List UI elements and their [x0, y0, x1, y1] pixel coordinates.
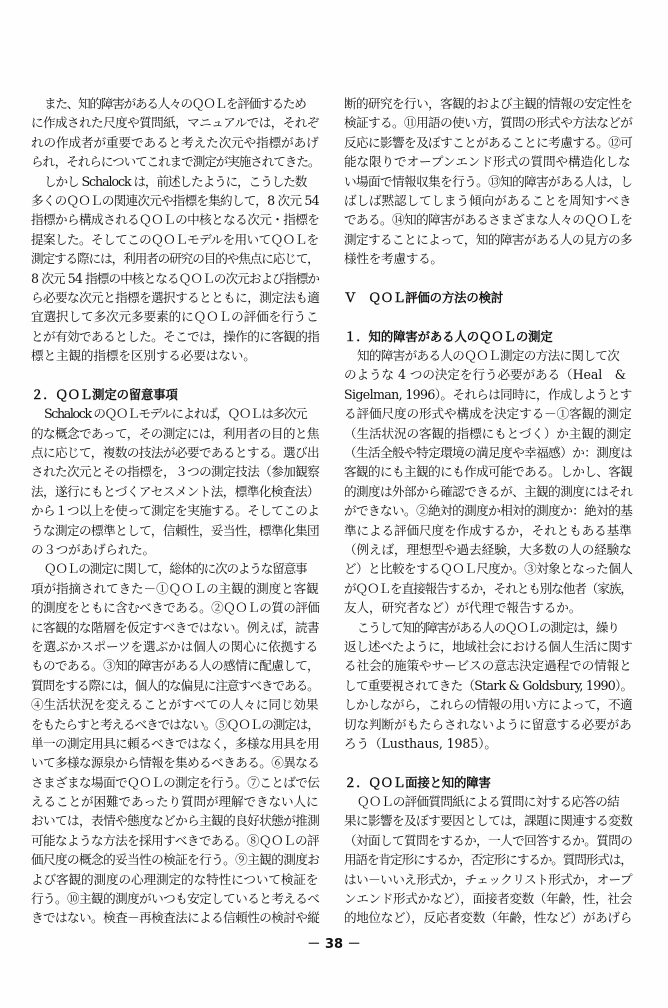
- text-line: 項が指摘されてきた－①ＱＯＬの主観的測度と客観: [31, 580, 319, 596]
- text-line: 果に影響を及ぼす要因としては，課題に関連する変数: [344, 813, 633, 829]
- text-line: 宜選択して多次元多要素的にＱＯＬの評価を行うこ: [31, 309, 319, 325]
- text-line: こうして知的障害がある人のＱＯＬの測定は，繰り: [357, 619, 619, 635]
- text-line: 的な概念であって，その測定には，利用者の目的と焦: [31, 425, 319, 441]
- text-line: ンエンド形式かなど），面接者変数（年齢，性，社会: [344, 891, 632, 907]
- text-line: 客観的にも主観的にも作成可能である。しかし、客観: [344, 464, 633, 480]
- text-line: 検証する。⑪用語の使い方，質問の形式や方法などが: [344, 115, 633, 131]
- text-line: 指標から構成されるＱＯＬの中核となる次元・指標を: [31, 212, 320, 228]
- text-line: いて多様な源泉から情報を集めるべきある。⑥異なる: [31, 755, 320, 771]
- text-line: 測定する際には，利用者の研究の目的や焦点に応じて，: [31, 251, 319, 267]
- text-line: ④生活状況を変えることがすべての人々に同じ効果: [31, 697, 319, 713]
- text-line: ろう（Lusthaus, 1985）。: [344, 735, 497, 751]
- text-line: 能な限りでオープンエンド形式の質問や構造化しな: [344, 154, 631, 170]
- text-line: 返し述べたように，地域社会における個人生活に関す: [344, 638, 633, 654]
- page-number: － 38 －: [307, 937, 361, 952]
- text-line: また、知的障害がある人々のＱＯＬを評価するため: [44, 96, 306, 111]
- text-line: ができない。②絶対的測度か相対的測度か：絶対的基: [344, 503, 633, 519]
- text-line: 質問をする際には，個人的な偏見に注意すべきである。: [31, 677, 319, 693]
- blank-line: [344, 753, 634, 772]
- right-column: [344, 94, 634, 928]
- text-line: である。⑭知的障害があるさまざまな人々のＱＯＬを: [344, 212, 633, 228]
- text-line: に作成された尺度や質問紙，マニュアルでは，それぞ: [31, 115, 319, 131]
- section-heading: １．知的障害がある人のＱＯＬの測定: [344, 328, 553, 344]
- text-line: 的地位など），反応者変数（年齢，性など）があげら: [344, 910, 632, 926]
- text-line: しかしながら，これらの情報の用い方によって，不適: [344, 697, 632, 713]
- text-line: 8 次元 54 指標の中核となるＱＯＬの次元および指標か: [31, 270, 320, 286]
- text-line: 行う。⑩主観的測度がいつも安定していると考えるべ: [31, 891, 320, 907]
- text-line: がＱＯＬを直接報告するか，それとも別な他者（家族，: [344, 580, 632, 596]
- text-line: Schalock のＱＯＬモデルによれば，ＱＯＬは多次元: [44, 406, 307, 422]
- text-line: 準による評価尺度を作成するか，それともある基準: [344, 522, 632, 538]
- text-line: 断的研究を行い，客観的および主観的情報の安定性を: [344, 96, 633, 111]
- text-line: はい－いいえ形式か，チェックリスト形式か，オープ: [344, 871, 632, 887]
- text-line: 単一の測定用具に頼るべきではなく，多様な用具を用: [31, 735, 319, 751]
- text-line: 切な判断がもたらされないように留意する必要があ: [344, 716, 632, 732]
- text-line: おいては，表情や態度などから主観的良好状態が推測: [31, 813, 320, 829]
- text-line: えることが困難であったり質問が理解できない人に: [31, 794, 319, 810]
- blank-line: [31, 365, 321, 384]
- text-line: ＱＯＬの測定に関して，総体的に次のような留意事: [44, 561, 307, 577]
- section-heading: ２．ＱＯＬ測定の留意事項: [31, 386, 178, 402]
- text-line: 法，遂行にもとづくアセスメント法，標準化検査法）: [31, 483, 319, 499]
- text-line: 価尺度の概念的妥当性の検証を行う。⑨主観的測度お: [31, 852, 320, 868]
- text-line: 反応に影響を及ぼすことがあることに考慮する。⑫可: [344, 134, 633, 150]
- text-line: さまざまな場面でＱＯＬの測定を行う。⑦ことばで伝: [31, 774, 320, 790]
- text-line: ど）と比較をするＱＯＬ尺度か。③対象となった個人: [344, 561, 633, 577]
- text-line: ＱＯＬの評価質問紙による質問に対する応答の結: [357, 794, 620, 810]
- text-line: 的測度は外部から確認できるが、主観的測度にはそれ: [344, 483, 633, 499]
- text-line: い場面で情報収集を行う。⑬知的障害がある人は，し: [344, 173, 633, 189]
- text-line: のような 4 つの決定を行う必要がある（Heal &: [344, 367, 626, 383]
- text-line: ら必要な次元と指標を選択するとともに，測定法も適: [31, 289, 320, 305]
- text-line: しかし Schalock は，前述したように，こうした数: [44, 173, 307, 189]
- text-line: よび客観的測度の心理測定的な特性について検証を: [31, 871, 319, 887]
- left-column: [31, 94, 321, 928]
- text-line: きではない。検査－再検査法による信頼性の検討や縦: [31, 910, 320, 926]
- text-line: をもたらすと考えるべきではない。⑤ＱＯＬの測定は，: [31, 716, 319, 732]
- text-line: れの作成者が重要であると考えた次元や指標があげ: [31, 134, 319, 150]
- text-line: ものである。③知的障害がある人の感情に配慮して，: [31, 658, 319, 674]
- text-line: 的測度をともに含むべきである。②ＱＯＬの質の評価: [31, 600, 320, 616]
- text-line: 測定することによって，知的障害がある人の見方の多: [344, 231, 632, 247]
- text-line: （対面して質問をするか，一人で回答するか。質問の: [344, 832, 633, 848]
- blank-line: [344, 307, 634, 326]
- text-line: （例えば，理想型や過去経験，大多数の人の経験な: [344, 541, 632, 557]
- text-line: Sigelman, 1996）。それらは同時に，作成しようとす: [344, 386, 632, 402]
- section-heading: ２．ＱＯＬ面接と知的障害: [344, 774, 491, 790]
- text-line: 知的障害がある人のＱＯＬ測定の方法に関して次: [357, 348, 620, 364]
- text-line: る評価尺度の形式や構成を決定する－①客観的測定: [344, 406, 632, 422]
- text-line: とが有効であるとした。そこでは，操作的に客観的指: [31, 328, 320, 344]
- text-line: して重要視されてきた（Stark & Goldsbury, 1990）。: [344, 677, 633, 693]
- text-line: （生活全般や特定環境の満足度や幸福感）か：測度は: [344, 445, 633, 461]
- text-line: 様性を考慮する。: [344, 251, 443, 267]
- text-line: 多くのＱＯＬの関連次元や指標を集約して，8 次元 54: [31, 192, 319, 208]
- text-line: 点に応じて，複数の技法が必要であるとする。選び出: [31, 445, 319, 461]
- text-line: ばしば黙認してしまう傾向があることを周知すべき: [344, 192, 632, 208]
- blank-line: [344, 269, 634, 288]
- text-line: に客観的な階層を仮定すべきではない。例えば，読書: [31, 619, 319, 635]
- text-line: を選ぶかスポーツを選ぶかは個人の関心に依拠する: [31, 638, 319, 654]
- text-line: 提案した。そしてこのＱＯＬモデルを用いてＱＯＬを: [31, 231, 319, 247]
- text-line: された次元とその指標を，３つの測定技法（参加観察: [31, 464, 320, 480]
- text-line: （生活状況の客観的指標にもとづく）か主観的測定: [344, 425, 632, 441]
- text-line: られ，それらについてこれまで測定が実施されてきた。: [31, 154, 320, 170]
- section-heading: Ｖ ＱＯＬ評価の方法の検討: [344, 289, 504, 305]
- text-line: 可能なような方法を採用すべきである。⑧ＱＯＬの評: [31, 832, 319, 848]
- text-line: から１つ以上を使って測定を実施する。そしてこのよ: [31, 503, 320, 519]
- text-line: 用語を肯定形にするか，否定形にするか。質問形式は，: [344, 852, 632, 868]
- text-line: 標と主観的指標を区別する必要はない。: [31, 348, 256, 364]
- text-line: うな測定の標準として，信頼性，妥当性，標準化集団: [31, 522, 319, 538]
- text-line: る社会的施策やサービスの意志決定過程での情報と: [344, 658, 632, 674]
- text-line: 友人，研究者など）が代理で報告するか。: [344, 600, 582, 616]
- text-line: の３つがあげられた。: [31, 541, 155, 557]
